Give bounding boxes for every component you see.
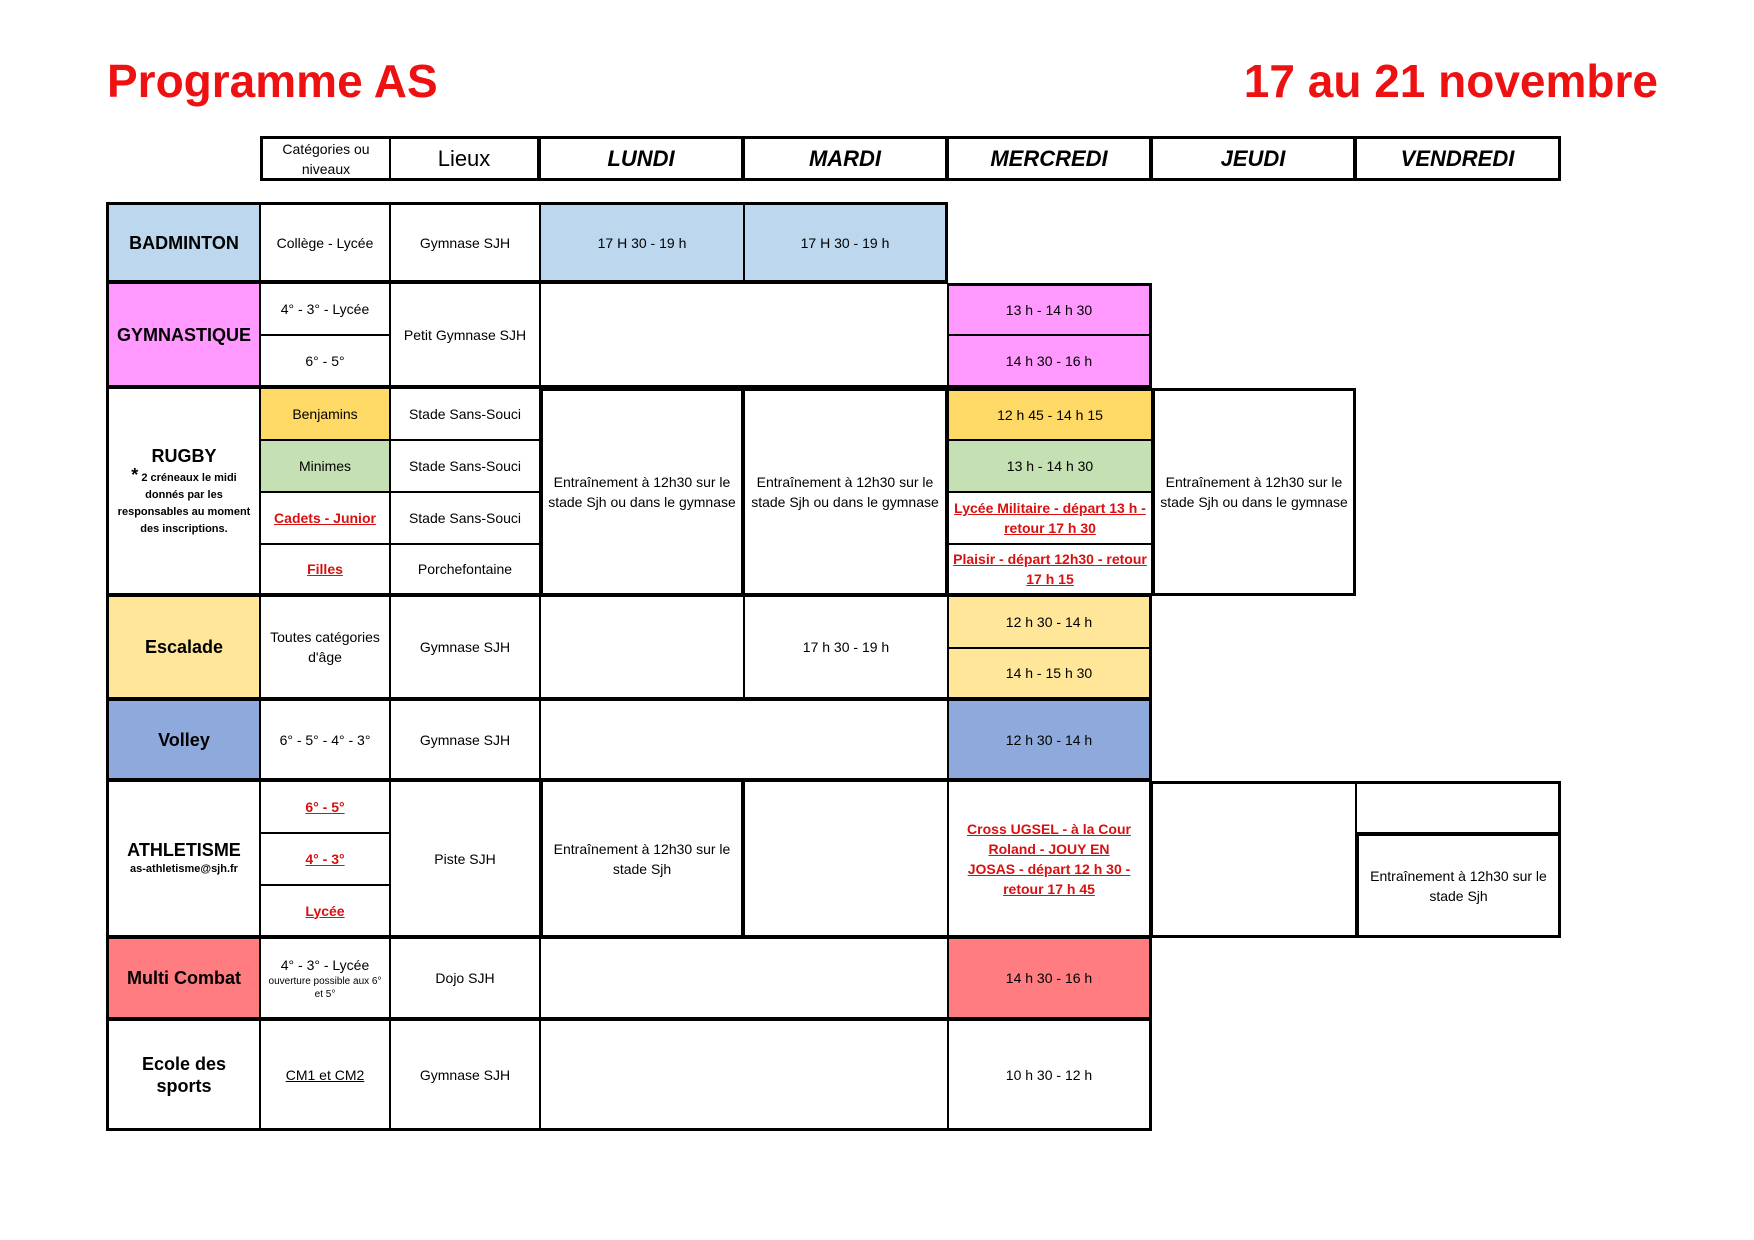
sport-rugby (106, 388, 260, 596)
volley-empty-lundi-mardi (540, 700, 948, 781)
lieu-volley: Gymnase SJH (390, 700, 540, 781)
header-jeudi: JEUDI (1152, 136, 1356, 181)
lieu-rugby-2: Stade Sans-Souci (390, 440, 540, 492)
lieu-athletisme: Piste SJH (390, 781, 540, 938)
multicombat-empty (540, 938, 948, 1020)
category-escalade: Toutes catégories d'âge (260, 596, 390, 700)
rugby-name: RUGBY (151, 445, 217, 466)
lieu-escalade: Gymnase SJH (390, 596, 540, 700)
sport-gymnastique: GYMNASTIQUE (106, 283, 260, 388)
rugby-mercredi-minimes: 13 h - 14 h 30 (948, 440, 1152, 492)
category-ecole: CM1 et CM2 (260, 1020, 390, 1131)
rugby-jeudi: Entraînement à 12h30 sur le stade Sjh ou dans le gymnase (1152, 388, 1356, 596)
athletisme-lundi: Entraînement à 12h30 sur le stade Sjh (540, 781, 744, 938)
gym-mercredi-2: 14 h 30 - 16 h (948, 335, 1152, 388)
lieu-rugby-4: Porchefontaine (390, 544, 540, 596)
sport-badminton: BADMINTON (106, 202, 260, 283)
multicombat-category: 4° - 3° - Lycée (280, 957, 370, 973)
category-volley: 6° - 5° - 4° - 3° (260, 700, 390, 781)
multicombat-note: ouverture possible aux 6° et 5° (268, 976, 382, 1000)
sport-athletisme (106, 781, 260, 938)
category-athle-2: 4° - 3° (260, 833, 390, 885)
rugby-mercredi-filles: Plaisir - départ 12h30 - retour 17 h 15 (948, 544, 1152, 596)
sport-multicombat: Multi Combat (106, 938, 260, 1020)
sport-escalade: Escalade (106, 596, 260, 700)
athletisme-email: as-athletisme@sjh.fr (130, 863, 238, 875)
category-cadets-junior: Cadets - Junior (260, 492, 390, 544)
rugby-mardi: Entraînement à 12h30 sur le stade Sjh ou dans le gymnase (744, 388, 948, 596)
rugby-star: * (131, 464, 139, 485)
header-mercredi: MERCREDI (948, 136, 1152, 181)
rugby-note: 2 créneaux le midi donnés par les responsables au moment des inscriptions. (117, 471, 251, 535)
page-title: Programme AS (107, 55, 438, 107)
athletisme-vendredi: Entraînement à 12h30 sur le stade Sjh (1356, 833, 1561, 938)
badminton-mardi: 17 H 30 - 19 h (744, 202, 948, 283)
date-range-title: 17 au 21 novembre (1243, 55, 1658, 107)
sport-volley: Volley (106, 700, 260, 781)
rugby-mercredi-benjamins: 12 h 45 - 14 h 15 (948, 388, 1152, 440)
category-minimes: Minimes (260, 440, 390, 492)
volley-mercredi: 12 h 30 - 14 h (948, 700, 1152, 781)
badminton-lundi: 17 H 30 - 19 h (540, 202, 744, 283)
escalade-mardi: 17 h 30 - 19 h (744, 596, 948, 700)
athletisme-mercredi: Cross UGSEL - à la Cour Roland - JOUY EN JOSAS - départ 12 h 30 - retour 17 h 45 (948, 781, 1152, 938)
header-mardi: MARDI (744, 136, 948, 181)
rugby-mercredi-cadets: Lycée Militaire - départ 13 h - retour 17 h 30 (948, 492, 1152, 544)
escalade-lundi (540, 596, 744, 700)
rugby-lundi: Entraînement à 12h30 sur le stade Sjh ou dans le gymnase (540, 388, 744, 596)
athletisme-name: ATHLETISME (127, 840, 241, 860)
lieu-ecole: Gymnase SJH (390, 1020, 540, 1131)
category-athle-3: Lycée (260, 885, 390, 938)
category-benjamins: Benjamins (260, 388, 390, 440)
escalade-mercredi-1: 12 h 30 - 14 h (948, 596, 1152, 648)
gym-mercredi-1: 13 h - 14 h 30 (948, 283, 1152, 335)
header-vendredi: VENDREDI (1356, 136, 1561, 181)
lieu-multicombat: Dojo SJH (390, 938, 540, 1020)
lieu-rugby-3: Stade Sans-Souci (390, 492, 540, 544)
escalade-mercredi-2: 14 h - 15 h 30 (948, 648, 1152, 700)
multicombat-mercredi: 14 h 30 - 16 h (948, 938, 1152, 1020)
athletisme-jeudi (1152, 781, 1356, 938)
athletisme-vendredi-top (1356, 781, 1561, 833)
category-gym-1: 4° - 3° - Lycée (260, 283, 390, 335)
gym-empty-lundi-mardi (540, 283, 948, 388)
header-lieux: Lieux (390, 136, 540, 181)
category-athle-1: 6° - 5° (260, 781, 390, 833)
sport-ecole: Ecole des sports (106, 1020, 260, 1131)
ecole-mercredi: 10 h 30 - 12 h (948, 1020, 1152, 1131)
lieu-badminton: Gymnase SJH (390, 202, 540, 283)
category-multicombat (260, 938, 390, 1020)
category-gym-2: 6° - 5° (260, 335, 390, 388)
athletisme-mardi (744, 781, 948, 938)
ecole-empty (540, 1020, 948, 1131)
category-filles: Filles (260, 544, 390, 596)
header-categories: Catégories ou niveaux (260, 136, 390, 181)
category-badminton: Collège - Lycée (260, 202, 390, 283)
lieu-rugby-1: Stade Sans-Souci (390, 388, 540, 440)
header-lundi: LUNDI (540, 136, 744, 181)
lieu-gymnastique: Petit Gymnase SJH (390, 283, 540, 388)
